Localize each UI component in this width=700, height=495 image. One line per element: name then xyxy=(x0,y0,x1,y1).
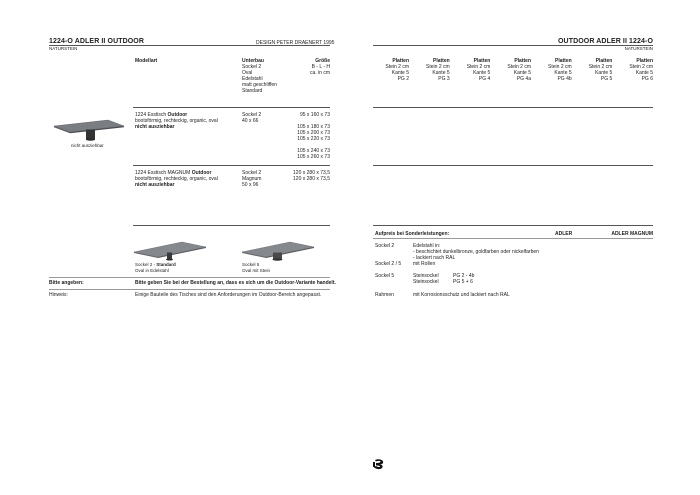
platten-pg: PG 5 xyxy=(600,76,613,82)
rahmen-label: Rahmen xyxy=(375,292,394,298)
platten-stein: Stein 2 cm xyxy=(426,64,450,70)
base-caption-name: Sockel 2 - xyxy=(135,262,157,267)
right-page-subtitle: NATURSTEIN xyxy=(624,46,653,51)
base-sockel2-caption xyxy=(135,262,176,273)
sockel5-label: Sockel 5 xyxy=(375,273,395,279)
base-caption-material: Oval in Edelstahl xyxy=(135,267,169,273)
platten-pg: PG 4 xyxy=(478,76,491,82)
section-divider xyxy=(373,238,653,239)
aufpreis-label: Aufpreis bei Sonderleistungen: xyxy=(375,231,450,237)
platten-column xyxy=(373,58,409,82)
sockel5-pg-line: PG 5 + 6 xyxy=(453,279,473,285)
platten-pg: PG 4b xyxy=(557,76,572,82)
col-header-adler-magnum: ADLER MAGNUM xyxy=(611,231,653,237)
platten-kante: Kante 5 xyxy=(513,70,531,76)
platten-column xyxy=(495,58,531,82)
rahmen-text: mit Korrosionsschutz und lackiert nach RAL xyxy=(413,292,510,298)
size-line: 105 x 260 x 73 xyxy=(297,154,330,160)
row2-description xyxy=(135,170,218,188)
base-caption-standard: Standard xyxy=(156,262,176,267)
row-divider xyxy=(373,107,653,108)
sockel2-options xyxy=(413,243,539,261)
groesse-spec xyxy=(280,64,330,76)
left-page-title: 1224-O ADLER II OUTDOOR xyxy=(49,38,144,45)
platten-kante: Kante 5 xyxy=(554,70,572,76)
row2-desc-shape: bootsförmig, rechteckig, organic, oval xyxy=(135,176,218,182)
order-label: Bitte angeben: xyxy=(49,280,84,286)
row-divider xyxy=(133,225,330,226)
size-line: 105 x 200 x 73 xyxy=(297,130,330,136)
row-divider xyxy=(373,165,653,166)
unterbau-line: Oval xyxy=(242,70,253,76)
platten-kante: Kante 5 xyxy=(595,70,613,76)
sockel25-text: mit Rollen xyxy=(413,261,436,267)
design-credit: DESIGN PETER DRAENERT 1995 xyxy=(256,40,335,46)
section-divider xyxy=(49,289,330,290)
sockel5-material-line: Steinsockel xyxy=(413,279,439,285)
groesse-line: B - L - H xyxy=(311,64,330,70)
col-header-unterbau: Unterbau xyxy=(242,58,264,64)
brand-logo-icon xyxy=(372,458,386,470)
order-text: Bitte geben Sie bei der Bestellung an, dass es sich um die Outdoor-Variante handelt. xyxy=(135,280,336,286)
platten-pg: PG 2 xyxy=(397,76,409,82)
right-header-rule xyxy=(373,45,653,46)
row1-unterbau xyxy=(242,112,261,124)
col-header-groesse: Größe xyxy=(315,58,330,64)
left-header-rule xyxy=(49,45,330,46)
sockel25-label: Sockel 2 / 5 xyxy=(375,261,402,267)
row2-unterbau-line: Sockel 2 xyxy=(242,170,262,176)
platten-header: Platten xyxy=(595,58,613,64)
platten-stein: Stein 2 cm xyxy=(629,64,653,70)
col-header-modellart: Modellart xyxy=(135,58,158,64)
base-caption-material: Oval mit Stein xyxy=(242,267,271,273)
row2-desc-name: 1224 Esstisch MAGNUM xyxy=(135,170,192,176)
platten-kante: Kante 5 xyxy=(391,70,409,76)
row2-desc-outdoor: Outdoor xyxy=(191,170,212,176)
row2-unterbau-line: Magnum xyxy=(242,176,262,182)
sockel5-material xyxy=(413,273,439,285)
row-divider xyxy=(133,107,330,108)
platten-stein: Stein 2 cm xyxy=(588,64,613,70)
table-illustration xyxy=(50,113,130,143)
platten-kante: Kante 5 xyxy=(473,70,491,76)
col-header-adler: ADLER xyxy=(555,231,573,237)
sockel5-pg-line: PG 2 - 4b xyxy=(453,273,475,279)
size-line: 120 x 280 x 73,5 xyxy=(293,170,330,176)
platten-stein: Stein 2 cm xyxy=(466,64,491,70)
section-divider xyxy=(49,277,330,278)
left-page-subtitle: NATURSTEIN xyxy=(49,46,78,51)
platten-column xyxy=(454,58,490,82)
row2-sizes xyxy=(270,170,330,182)
platten-header: Platten xyxy=(392,58,409,64)
note-text: Einige Bauteile des Tisches sind den Anforderungen im Outdoor-Bereich angepasst. xyxy=(135,292,322,298)
size-line: 105 x 240 x 73 xyxy=(297,148,330,154)
platten-pg: PG 6 xyxy=(641,76,653,82)
unterbau-line: Sockel 2 xyxy=(242,64,262,70)
groesse-line: ca. in cm xyxy=(309,70,330,76)
platten-column xyxy=(617,58,653,82)
platten-pg: PG 4a xyxy=(516,76,531,82)
platten-header: Platten xyxy=(432,58,450,64)
row2-unterbau-line: 50 x 96 xyxy=(242,182,259,188)
row1-desc-outdoor: Outdoor xyxy=(167,112,188,118)
right-page-title: OUTDOOR ADLER II 1224-O xyxy=(558,38,653,45)
row1-unterbau-line: Sockel 2 xyxy=(242,112,262,118)
row1-sizes xyxy=(270,112,330,160)
note-label: Hinweis: xyxy=(49,292,68,298)
row-divider xyxy=(373,225,653,226)
platten-header: Platten xyxy=(636,58,653,64)
unterbau-line: matt geschliffen xyxy=(242,82,277,88)
platten-column xyxy=(414,58,450,82)
platten-kante: Kante 5 xyxy=(432,70,450,76)
size-line: 105 x 180 x 73 xyxy=(297,124,330,130)
base-caption-name: Sockel 5 xyxy=(242,262,260,267)
platten-stein: Stein 2 cm xyxy=(548,64,572,70)
row1-description xyxy=(135,112,218,130)
size-line: 120 x 280 x 73,5 xyxy=(293,176,330,182)
size-line: 95 x 160 x 73 xyxy=(299,112,330,118)
sockel5-material-line: Steinsockel xyxy=(413,273,439,279)
base-sockel5-caption xyxy=(242,262,270,273)
row1-desc-name: 1224 Esstisch xyxy=(135,112,168,118)
platten-columns xyxy=(373,58,653,88)
platten-header: Platten xyxy=(473,58,491,64)
platten-stein: Stein 2 cm xyxy=(507,64,531,70)
row1-desc-shape: bootsförmig, rechteckig, organic, oval xyxy=(135,118,218,124)
platten-header: Platten xyxy=(554,58,572,64)
row2-desc-extend: nicht ausziehbar xyxy=(135,182,175,188)
unterbau-line: Edelstahl xyxy=(242,76,263,82)
row1-desc-extend: nicht ausziehbar xyxy=(135,124,175,130)
size-line: 105 x 220 x 73 xyxy=(297,136,330,142)
platten-stein: Stein 2 cm xyxy=(385,64,409,70)
unterbau-spec xyxy=(242,64,277,94)
sockel2-option: Edelstahl in: xyxy=(413,243,441,249)
sockel2-label: Sockel 2 xyxy=(375,243,395,249)
platten-kante: Kante 5 xyxy=(635,70,653,76)
sockel5-pg xyxy=(453,273,474,285)
sockel2-option: - beschichtet dunkelbronze, goldfarben oder nickelfarben xyxy=(413,249,539,255)
platten-column xyxy=(536,58,572,82)
table-image-caption: nicht ausziehbar xyxy=(71,143,104,148)
unterbau-line: Standard xyxy=(242,88,263,94)
platten-column xyxy=(576,58,612,82)
row1-unterbau-line: 40 x 66 xyxy=(242,118,259,124)
platten-header: Platten xyxy=(514,58,531,64)
row2-unterbau xyxy=(242,170,261,188)
row-divider xyxy=(133,165,330,166)
platten-pg: PG 3 xyxy=(438,76,450,82)
sockel2-option: - lackiert nach RAL xyxy=(413,255,456,261)
